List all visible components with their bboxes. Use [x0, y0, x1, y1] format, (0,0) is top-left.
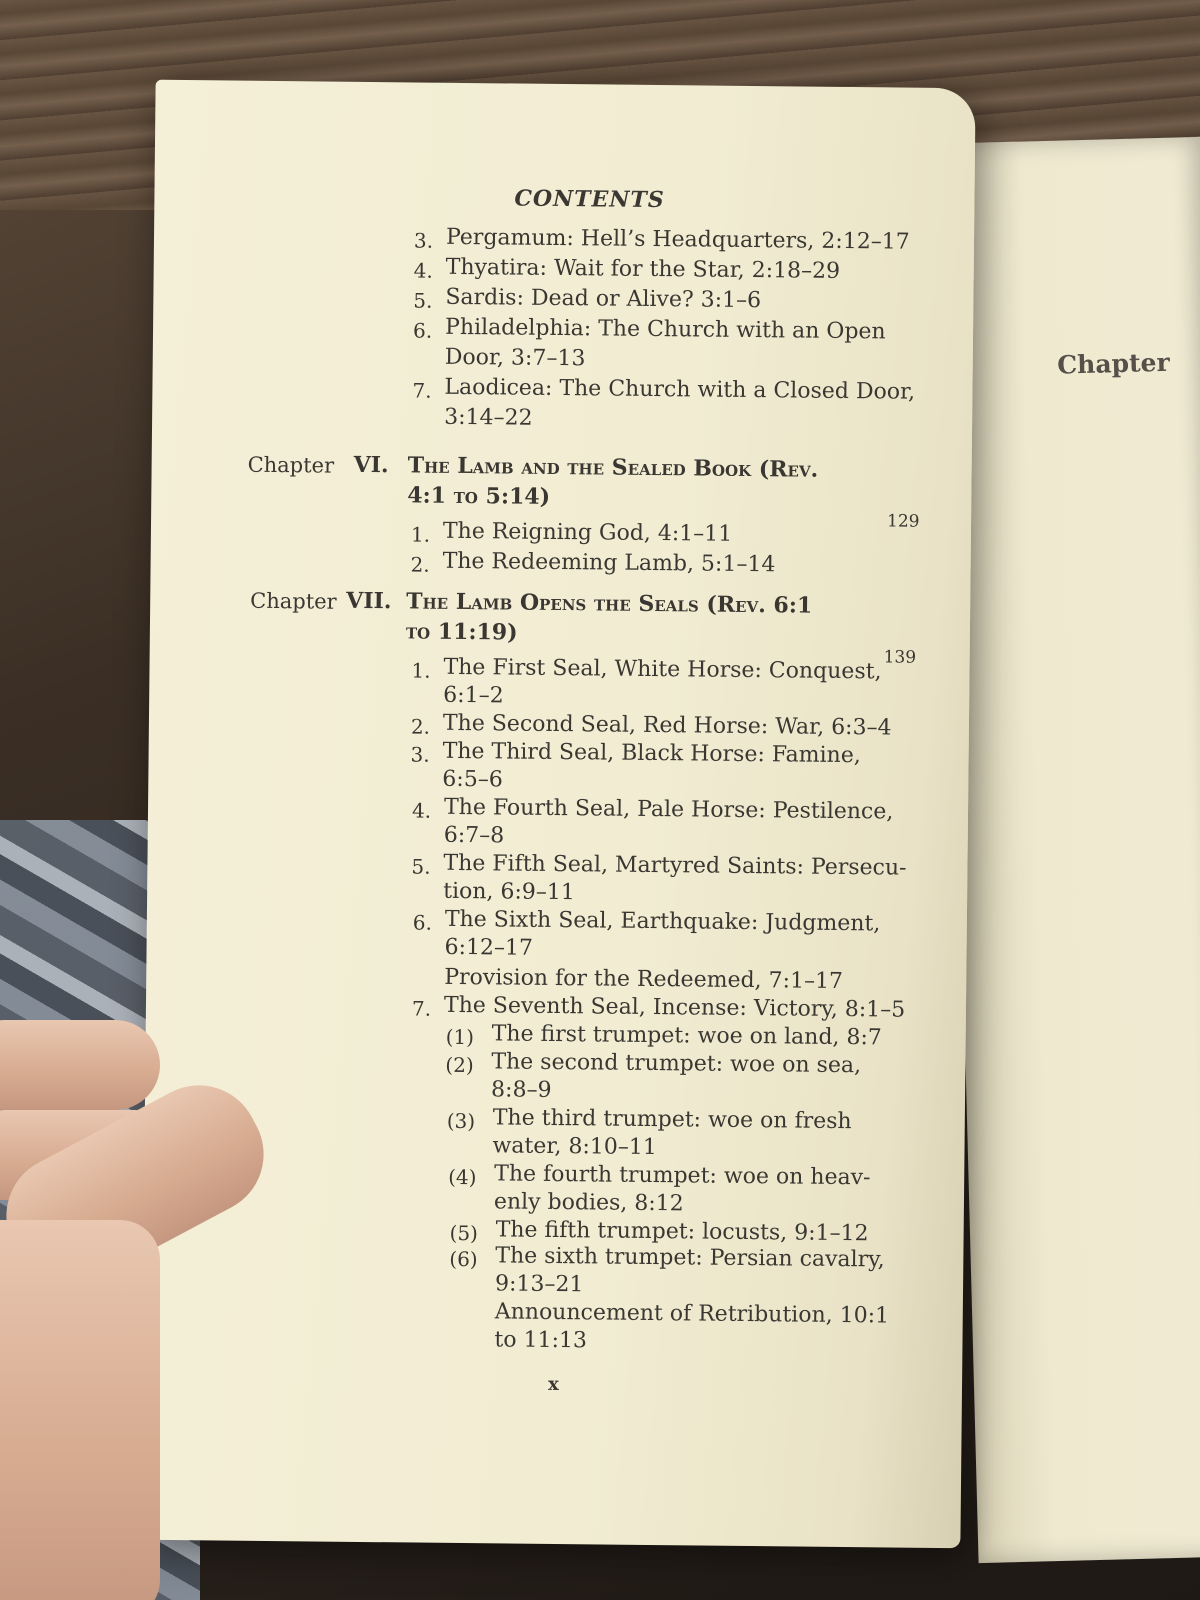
chapter-title: The Lamb Opens the Seals (Rev. 6:1 — [406, 588, 813, 619]
sub-item-continuation: to 11:13 — [494, 1327, 588, 1354]
list-item-number: 3. — [410, 742, 430, 767]
list-item: The Sixth Seal, Earthquake: Judgment, — [444, 906, 881, 937]
sub-item: The fifth trumpet: locusts, 9:1–12 — [495, 1217, 869, 1247]
list-item-number: 7. — [411, 996, 432, 1021]
sub-item: The sixth trumpet: Persian cavalry, — [495, 1243, 885, 1273]
sub-item-number: (5) — [449, 1220, 479, 1246]
chapter-title: The Lamb and the Sealed Book (Rev. — [407, 452, 819, 483]
list-item: Laodicea: The Church with a Closed Door, — [444, 374, 916, 405]
sub-item: The fourth trumpet: woe on heav- — [494, 1161, 871, 1191]
list-item-number: 3. — [413, 228, 434, 253]
hand-holding-book — [0, 1000, 300, 1600]
list-item-number: 4. — [411, 798, 432, 823]
list-item: Philadelphia: The Church with an Open — [444, 314, 886, 345]
list-item: The Fourth Seal, Pale Horse: Pestilence, — [443, 794, 894, 825]
sub-item-continuation: 8:8–9 — [490, 1077, 552, 1103]
list-item: The Reigning God, 4:1–11 — [442, 518, 733, 547]
list-item-number: 6. — [412, 910, 433, 935]
list-item-continuation: 6:5–6 — [442, 766, 503, 793]
right-book-page — [941, 137, 1200, 1563]
list-item-number: 2. — [410, 552, 430, 577]
chapter-numeral: VII. — [346, 587, 392, 615]
chapter-title-continuation: 4:1 to 5:14) — [407, 482, 551, 510]
sub-item-number: (3) — [446, 1108, 476, 1134]
sub-item-number: (1) — [445, 1024, 475, 1050]
list-item: Pergamum: Hell’s Headquarters, 2:12–17 — [445, 224, 910, 255]
list-item: The Redeeming Lamb, 5:1–14 — [442, 548, 776, 578]
list-item-number: 6. — [412, 318, 433, 343]
sub-item: The first trumpet: woe on land, 8:7 — [491, 1021, 883, 1051]
list-item-continuation: tion, 6:9–11 — [443, 878, 575, 906]
chapter-title-continuation: to 11:19) — [405, 618, 518, 646]
list-item: The Second Seal, Red Horse: War, 6:3–4 — [442, 710, 892, 741]
list-item-continuation: 6:1–2 — [443, 682, 504, 709]
finger — [0, 1020, 160, 1110]
list-item: The Fifth Seal, Martyred Saints: Persecu- — [443, 850, 907, 881]
page-folio: x — [547, 1373, 559, 1396]
list-item-number: 7. — [412, 378, 432, 403]
list-item: The First Seal, White Horse: Conquest, — [443, 654, 882, 685]
list-item: Provision for the Redeemed, 7:1–17 — [444, 964, 844, 994]
sub-item: The second trumpet: woe on sea, — [491, 1049, 862, 1079]
sub-item-continuation: enly bodies, 8:12 — [493, 1189, 684, 1217]
list-item: Sardis: Dead or Alive? 3:1–6 — [445, 284, 762, 314]
sub-item-number: (4) — [448, 1164, 477, 1190]
sub-item-number: (2) — [445, 1052, 474, 1078]
list-item-number: 5. — [413, 288, 433, 313]
list-item-number: 5. — [411, 854, 431, 879]
list-item-continuation: 3:14–22 — [444, 404, 533, 431]
chapter-label: Chapter — [247, 452, 335, 478]
list-item: The Seventh Seal, Incense: Victory, 8:1–5 — [443, 992, 906, 1023]
list-item-continuation: Door, 3:7–13 — [444, 344, 586, 372]
sub-item-continuation: water, 8:10–11 — [492, 1133, 657, 1161]
page-number: 139 — [883, 647, 917, 668]
list-item-number: 1. — [410, 522, 431, 547]
palm — [0, 1220, 160, 1600]
chapter-label: Chapter — [250, 588, 337, 614]
sub-item-number: (6) — [449, 1246, 478, 1272]
chapter-numeral: VI. — [353, 451, 389, 479]
list-item: The Third Seal, Black Horse: Famine, — [442, 738, 861, 769]
list-item: Thyatira: Wait for the Star, 2:18–29 — [445, 254, 841, 284]
list-item-continuation: 6:7–8 — [443, 822, 505, 849]
page-number: 129 — [886, 511, 920, 532]
page-header: CONTENTS — [514, 185, 665, 214]
list-item-number: 1. — [411, 658, 431, 683]
list-item-number: 4. — [413, 258, 433, 283]
list-item-number: 2. — [410, 714, 431, 739]
sub-item-continuation: 9:13–21 — [494, 1271, 584, 1298]
sub-item: The third trumpet: woe on fresh — [492, 1105, 852, 1135]
sub-item: Announcement of Retribution, 10:1 — [494, 1299, 890, 1329]
right-page-chapter-text: Chapter — [1056, 347, 1171, 380]
list-item-continuation: 6:12–17 — [444, 934, 534, 961]
